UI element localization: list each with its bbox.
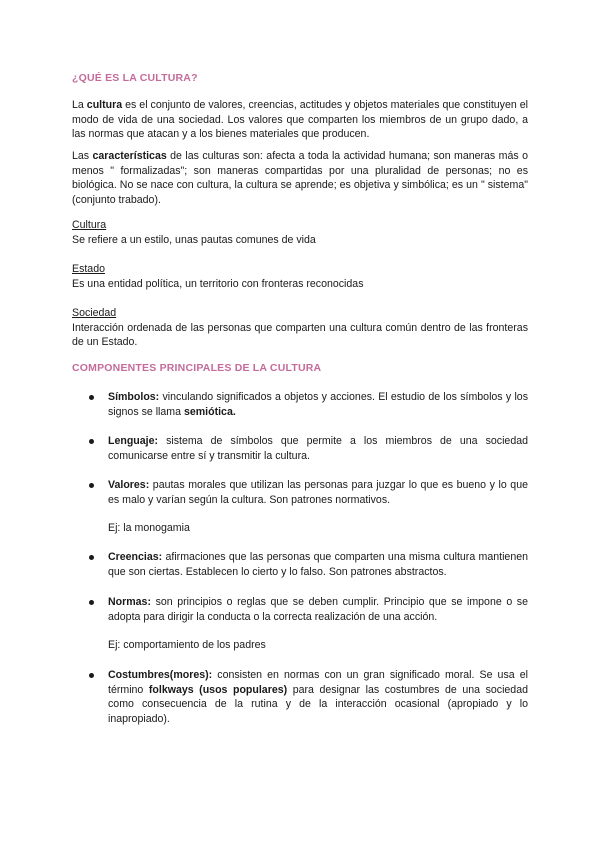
example-normas: Ej: comportamiento de los padres: [108, 639, 266, 651]
item-term: Valores:: [108, 479, 150, 491]
term-block-sociedad: [72, 306, 528, 350]
bullet-icon: [89, 439, 94, 444]
list-item-costumbres: [108, 668, 528, 726]
bold-term: características: [92, 150, 167, 162]
list-item-simbolos: [108, 390, 528, 419]
item-text: vinculando significados a objetos y acciones. El estudio de los símbolos y los signos se llama: [108, 391, 528, 418]
list-item-lenguaje: [108, 434, 528, 463]
term-definition: Es una entidad política, un territorio con fronteras reconocidas: [72, 277, 364, 290]
item-term: Costumbres(mores):: [108, 669, 213, 681]
bullet-icon: [89, 395, 94, 400]
item-text: son principios o reglas que se deben cumplir. Principio que se impone o se adopta para dirigir la conducta o la correcta realización de una acción.: [108, 596, 528, 623]
bullet-icon: [89, 600, 94, 605]
item-term: Símbolos:: [108, 391, 160, 403]
term-definition: Se refiere a un estilo, unas pautas comunes de vida: [72, 233, 316, 246]
term-title: Estado: [72, 263, 105, 275]
term-definition: Interacción ordenada de las personas que comparten una cultura común dentro de las fronteras de un Estado.: [72, 321, 528, 349]
list-item-normas: [108, 595, 528, 624]
term-title: Sociedad: [72, 307, 117, 319]
item-text: afirmaciones que las personas que comparten una misma cultura mantienen que son ciertas. Establecen lo cierto y lo falso. Son patrones abstractos.: [108, 551, 528, 578]
term-block-estado: [72, 262, 528, 291]
item-term: Lenguaje:: [108, 435, 159, 447]
section-heading-que-es-cultura: ¿QUÉ ES LA CULTURA?: [72, 72, 198, 84]
paragraph-text: es el conjunto de valores, creencias, actitudes y objetos materiales que constituyen el modo de vida de una sociedad. Los valores que comparten los miembros de un grupo dado, a las normas que atacan y a los bienes materiales que producen.: [72, 99, 528, 141]
item-term: Creencias:: [108, 551, 163, 563]
example-valores: Ej: la monogamia: [108, 522, 190, 534]
item-text: para designar las costumbres de una sociedad como consecuencia de la rutina y de la interacción ocasional (apropiado y lo inapropiado).: [108, 683, 528, 725]
term-title: Cultura: [72, 219, 107, 231]
bold-term: semiótica.: [183, 405, 236, 418]
paragraph-text: de las culturas son: afecta a toda la actividad humana; son maneras más o menos " formalizadas"; son maneras compartidas por una pluralidad de personas; no es biológica. No se nace con cultura, la cultura se aprende; es objetiva y simbólica; es un " sistema" (conjunto trabado).: [72, 150, 528, 206]
list-item-creencias: [108, 550, 528, 579]
item-text: sistema de símbolos que permite a los miembros de una sociedad comunicarse entre sí y transmitir la cultura.: [108, 435, 528, 462]
paragraph-characteristics: [72, 149, 528, 207]
bullet-icon: [89, 483, 94, 488]
bullet-icon: [89, 673, 94, 678]
bullet-icon: [89, 555, 94, 560]
bold-term: folkways (usos populares): [148, 683, 288, 696]
list-item-valores: [108, 478, 528, 507]
paragraph-definition: [72, 98, 528, 142]
item-text: pautas morales que utilizan las personas para juzgar lo que es bueno y lo que es malo y varían según la cultura. Son patrones normativos.: [108, 479, 528, 506]
item-text: consisten en normas con un gran significado moral. Se usa el término: [108, 669, 528, 696]
paragraph-text: Las: [72, 150, 93, 162]
item-term: Normas:: [108, 596, 151, 608]
section-heading-componentes: COMPONENTES PRINCIPALES DE LA CULTURA: [72, 362, 322, 374]
paragraph-text: La: [72, 99, 87, 111]
term-block-cultura: [72, 218, 528, 247]
bold-term: cultura: [86, 99, 123, 111]
